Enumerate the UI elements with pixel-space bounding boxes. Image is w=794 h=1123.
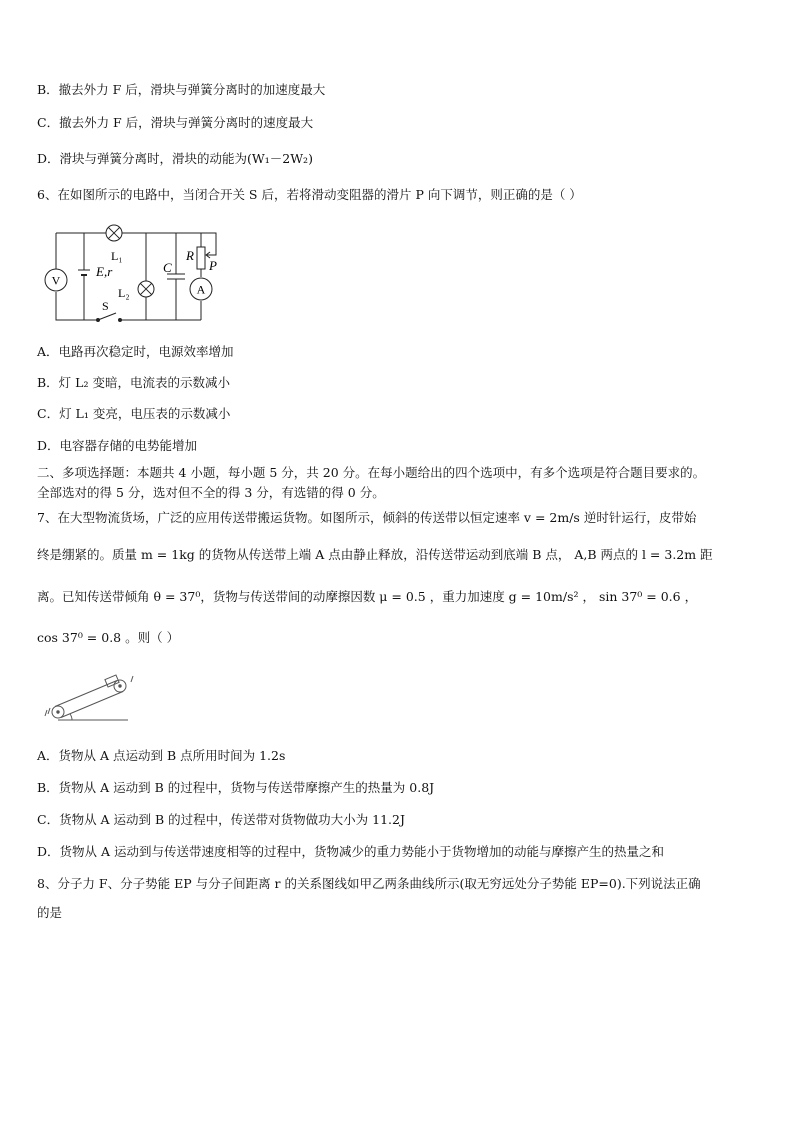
bottom-pulley-axle [57, 711, 59, 713]
switch-contact-right [119, 319, 122, 322]
q5-option-d: D．滑块与弹簧分离时，滑块的动能为(W₁－2W₂) [37, 151, 313, 166]
source-label: E,r [96, 264, 113, 279]
q8-stem-line1: 8、分子力 F、分子势能 EP 与分子间距离 r 的关系图线如甲乙两条曲线所示(取无穷远处分子势能 EP=0).下列说法正确 [37, 876, 701, 891]
q7-stem-line4: cos 37⁰ = 0.8 。则（ ） [37, 630, 180, 645]
wire-left-bottom [56, 292, 98, 320]
lamp-l2-label: L₂ [118, 286, 130, 300]
q6-option-c: C．灯 L₁ 变亮，电压表的示数减小 [37, 406, 231, 421]
section2-instructions-line1: 二、多项选择题：本题共 4 小题，每小题 5 分，共 20 分。在每小题给出的四个选项中，有多个选项是符合题目要求的。 [37, 465, 706, 480]
ammeter-icon [190, 278, 212, 300]
q7-option-d: D．货物从 A 运动到与传送带速度相等的过程中，货物减少的重力势能小于货物增加的动能与摩擦产生的热量之和 [37, 844, 664, 859]
section2-instructions-line2: 全部选对的得 5 分，选对但不全的得 3 分，有选错的得 0 分。 [37, 485, 385, 500]
resistor-body [197, 247, 205, 269]
belt-bottom [61, 692, 123, 718]
slider-label: P [209, 258, 217, 273]
rotation-mark-left-2 [45, 710, 47, 716]
belt-top [55, 681, 117, 707]
q7-option-a: A．货物从 A 点运动到 B 点所用时间为 1.2s [37, 748, 286, 763]
q7-stem-line1: 7、在大型物流货场，广泛的应用传送带搬运货物。如图所示，倾斜的传送带以恒定速率 v = 2m/s 逆时针运行，皮带始 [37, 510, 697, 525]
lamp-l1-icon [106, 225, 122, 241]
slider-wire [201, 233, 216, 255]
resistor-label: R [186, 248, 194, 263]
angle-arc [70, 714, 72, 720]
voltmeter-icon [45, 269, 67, 291]
lamp-l2-icon [138, 281, 154, 297]
switch-label: S [102, 299, 109, 313]
capacitor-label: C [163, 260, 172, 275]
conveyor-diagram [40, 668, 140, 728]
q6-option-d: D．电容器存储的电势能增加 [37, 438, 198, 453]
conveyor-svg [40, 668, 140, 728]
rotation-mark-right [131, 676, 133, 682]
q7-option-b: B．货物从 A 运动到 B 的过程中，货物与传送带摩擦产生的热量为 0.8J [37, 780, 435, 795]
top-pulley-axle [119, 685, 121, 687]
q7-stem-line2: 终是绷紧的。质量 m = 1kg 的货物从传送带上端 A 点由静止释放，沿传送带运动到底端 B 点， A,B 两点的 l = 3.2m 距 [37, 547, 713, 562]
q8-stem-line2: 的是 [37, 905, 63, 920]
ammeter-label: A [196, 282, 206, 297]
q7-stem-line3: 离。已知传送带倾角 θ = 37⁰，货物与传送带间的动摩擦因数 μ = 0.5 ，重力加速度 g = 10m/s² ， sin 37⁰ = 0.6 ， [37, 589, 698, 604]
circuit-diagram [36, 220, 226, 330]
q6-option-b: B．灯 L₂ 变暗，电流表的示数减小 [37, 375, 230, 390]
q6-option-a: A．电路再次稳定时，电源效率增加 [37, 344, 234, 359]
q5-option-b: B．撤去外力 F 后，滑块与弹簧分离时的加速度最大 [37, 82, 326, 97]
lamp-l1-label: L₁ [111, 249, 123, 263]
q7-option-c: C．货物从 A 运动到 B 的过程中，传送带对货物做功大小为 11.2J [37, 812, 405, 827]
q6-stem: 6、在如图所示的电路中，当闭合开关 S 后，若将滑动变阻器的滑片 P 向下调节，则正确的是（ ） [37, 187, 582, 202]
circuit-svg [36, 220, 226, 330]
switch-blade [98, 313, 116, 320]
rotation-mark-left [48, 708, 50, 714]
q5-option-c: C．撤去外力 F 后，滑块与弹簧分离时的速度最大 [37, 115, 314, 130]
voltmeter-label: V [51, 273, 61, 288]
